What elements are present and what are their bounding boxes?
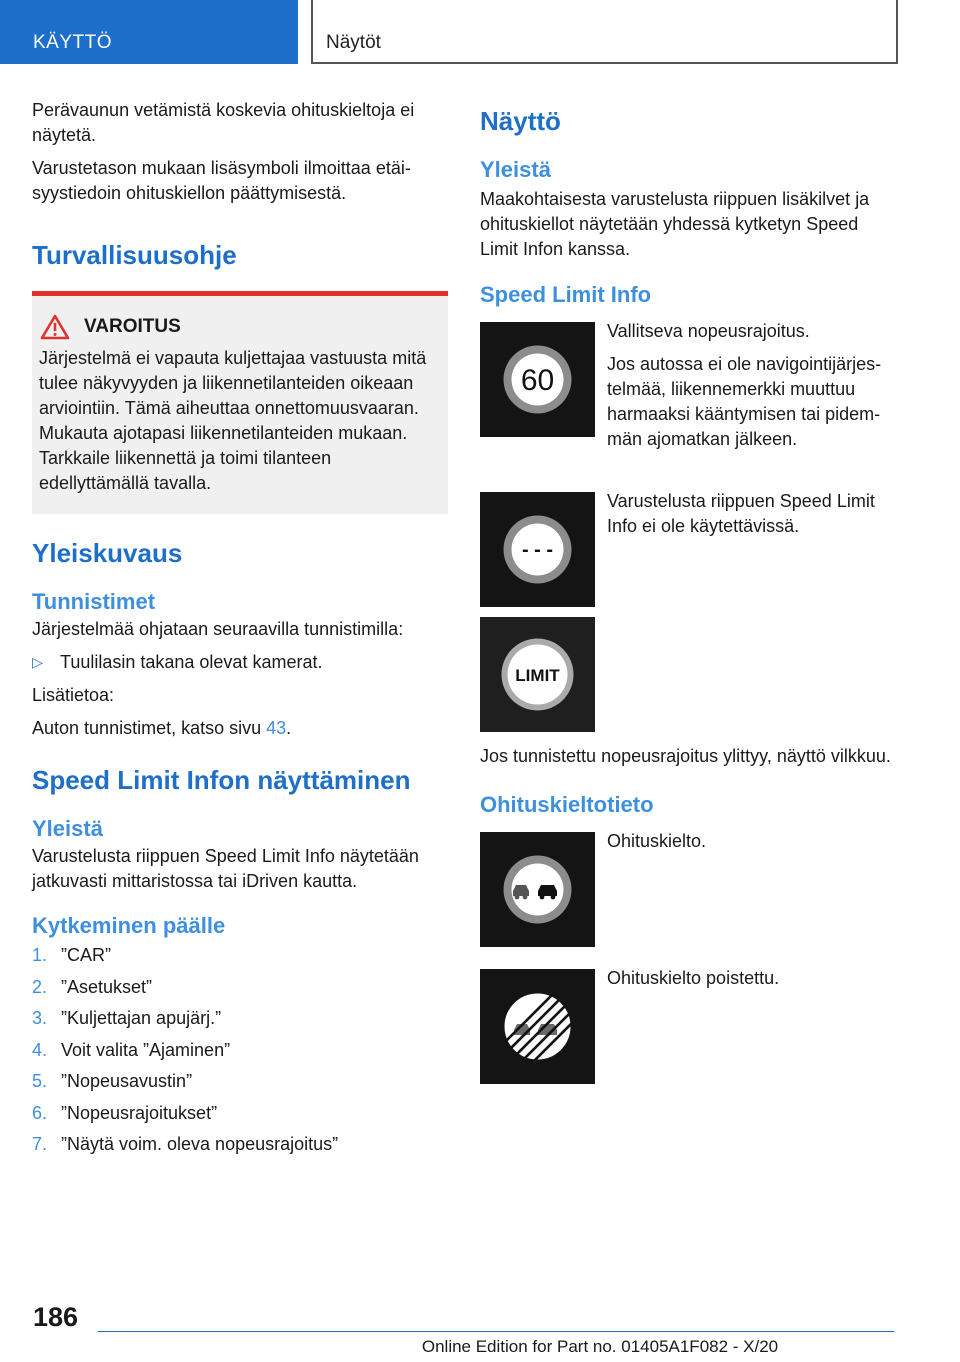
sign-row-no-overtaking [480,832,900,947]
sign-text-speed-limit [607,322,900,452]
sign1-text-1: Vallitseva nopeusrajoitus. [607,321,810,341]
page-reference-link[interactable]: 43 [266,718,287,738]
step-number: 7. [32,1134,48,1154]
footer-divider [98,1331,894,1332]
sign-dashes-label: - - - [521,539,554,561]
list-item [32,650,448,675]
speed-limit-60-sign-icon [480,322,595,437]
sign1-text-2: Jos autossa ei ole navigointijärjestelmää, liikennemerkki muuttuu harmaaksi kääntymisen tai pidemmän ajomatkan jälkeen. [607,354,882,449]
sign-row-end-no-overtaking [480,969,900,1084]
bullet-triangle-icon: ▷ [32,654,43,670]
list-item [32,943,448,968]
sign-row-unavailable [480,492,900,607]
page-number: 186 [33,1302,79,1332]
sign-row-limit [480,617,900,732]
safety-heading: Turvallisuusohje [32,240,237,270]
steps-list [32,943,448,1157]
reference-text: Auton tunnistimet, katso sivu [32,718,267,738]
no-overtaking-sign-icon [480,832,595,947]
general-text: Varustelusta riippuen Speed Limit Info näytetään jatkuvasti mittaristossa tai iDriven kautta. [32,846,419,891]
speed-limit-unavailable-sign-icon [480,492,595,607]
sign-text-end-no-overtaking [607,969,900,1084]
general-heading-right: Yleistä [480,157,551,182]
general-text-right: Maakohtaisesta varustelusta riippuen lisäkilvet ja ohituskiellot näytetään yhdessä kytketyn Speed Limit Infon kanssa. [480,189,870,259]
sign4-text: Ohituskielto. [607,831,707,851]
step-text: ”Nopeusrajoitukset” [61,1102,218,1123]
step-text: Voit valita ”Ajaminen” [61,1039,231,1060]
list-item [32,1006,448,1031]
warning-title-row [39,314,438,340]
warning-title: VAROITUS [84,316,181,337]
step-number: 2. [32,976,48,997]
sign2-text: Varustelusta riippuen Speed Limit Info ei ole käytettävissä. [607,491,875,536]
step-text: ”Nopeusavustin” [61,1071,193,1091]
list-item [32,1069,448,1094]
step-text: ”CAR” [61,945,111,965]
section-label: KÄYTTÖ [33,32,113,53]
display-heading: Speed Limit Infon näyttäminen [32,765,411,795]
overview-heading: Yleiskuvaus [32,538,183,568]
sign-row-speed-limit [480,322,900,452]
end-of-no-overtaking-sign-icon [480,969,595,1084]
left-column [32,98,448,1164]
step-number: 4. [32,1039,48,1060]
step-text: ”Näytä voim. oleva nopeusrajoitus” [61,1134,339,1154]
right-column [480,98,900,1084]
overtake-heading: Ohituskieltotieto [480,792,654,817]
step-number: 3. [32,1008,48,1028]
warning-text: Järjestelmä ei vapauta kuljettajaa vastuusta mitä tulee näkyvyyden ja liikennetilanteiden oikeaan arviointiin. Tämä aiheuttaa onnettomuusvaaran. Mukauta ajotapasi liikennetilanteiden mukaan. Tarkkaile liikennettä ja toimi tilanteen edellyttämällä tavalla. [39,348,427,493]
sign-text-unavailable [607,492,900,607]
chapter-box [311,0,898,64]
list-item [32,975,448,1000]
warning-triangle-icon [40,314,70,340]
list-item [32,1132,448,1157]
sli-heading: Speed Limit Info [480,282,652,307]
sign-60-label: 60 [520,364,555,397]
list-item [32,1038,448,1063]
limit-sign-icon [480,617,595,732]
list-item [32,1101,448,1126]
intro-paragraph-2: Varustetason mukaan lisäsymboli ilmoittaa etäisyystiedoin ohituskiellon päättymisestä. [32,158,411,203]
step-number: 5. [32,1071,48,1091]
edition-text: Online Edition for Part no. 01405A1F082 - X/20 [421,1337,779,1356]
sensors-bullet-text: Tuulilasin takana olevat kamerat. [60,652,323,672]
warning-box [32,291,448,514]
display-heading-right: Näyttö [480,106,561,136]
exceed-text: Jos tunnistettu nopeusrajoitus ylittyy, näyttö vilkkuu. [480,746,891,766]
step-text: ”Asetukset” [61,976,153,997]
switch-on-heading: Kytkeminen päälle [32,913,226,938]
intro-paragraph-1: Perävaunun vetämistä koskevia ohituskieltoja ei näytetä. [32,100,415,145]
step-text: ”Kuljettajan apujärj.” [61,1008,222,1028]
sign-text-no-overtaking [607,832,900,947]
sign-limit-label: LIMIT [515,666,560,685]
section-tab [0,0,298,64]
sensors-heading: Tunnistimet [32,589,156,614]
sign5-text: Ohituskielto poistettu. [607,968,780,988]
general-heading: Yleistä [32,816,103,841]
step-number: 6. [32,1102,48,1123]
reference-end: . [286,718,292,738]
reference-line [32,716,448,741]
chapter-label: Näytöt [326,32,381,53]
more-info-label: Lisätietoa: [32,685,115,705]
step-number: 1. [32,945,48,965]
sensors-text: Järjestelmää ohjataan seuraavilla tunnistimilla: [32,619,404,639]
